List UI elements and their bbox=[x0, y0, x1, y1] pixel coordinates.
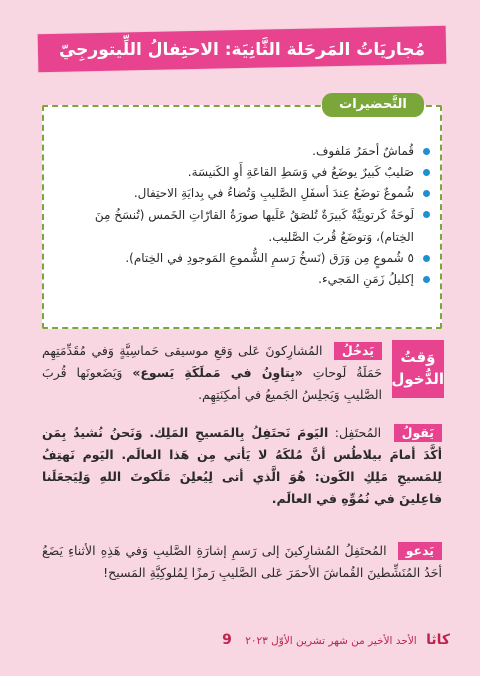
entrance-time-label: وَقتُ الدُّخول bbox=[392, 340, 444, 398]
bullet-icon bbox=[423, 169, 430, 176]
list-item: صَليبٌ كَبيرٌ يوضَعُ في وَسَطِ القاعَةِ أَوِ الكَنيسَة. bbox=[56, 162, 430, 183]
footer bbox=[180, 630, 450, 650]
bullet-icon bbox=[423, 276, 430, 283]
page-title: مُجاريَاتُ المَرحَلة الثَّانِيَة: الاحتِفالُ اللِّيتورجِيّ bbox=[58, 40, 426, 60]
list-item: لَوحَةٌ كَرتونِيَّةٌ كَبيرَةٌ تُلصَقُ عَلَيها صورَةُ القارّاتِ الخَمس (تُنسَخُ مِنَ الخِتام)، وَتوضَعُ قُربَ الصَّليب. bbox=[56, 204, 430, 248]
section-enter: يَدخُلُ المُشارِكونَ عَلى وَقعِ موسيقى حَماسِيَّةٍ وَفي مُقَدِّمَتِهِم حَمَلَةُ لَوحاتِ «بِتاوِنُ في مَملَكَةِ يَسوع» وَيَضَعونَها قُربَ الصَّليبِ وَيَجلِسُ الجَميعُ في أمكِنَتِهِم. bbox=[42, 343, 382, 402]
bullet-icon bbox=[423, 211, 430, 218]
bullet-icon bbox=[423, 148, 430, 155]
section-tag: يَقولُ bbox=[394, 424, 442, 442]
list-item: قُماشٌ أحمَرُ مَلفوف. bbox=[56, 141, 430, 162]
list-item: شُموعٌ توضَعُ عِندَ أسفَلِ الصَّليبِ وَتُضاءُ في بِدايَةِ الاحتِفال. bbox=[56, 183, 430, 204]
list-item: ٥ شُموعٍ مِن وَرَق (نَسخُ رَسمِ الشُّموعِ المَوجودِ في الخِتام). bbox=[56, 248, 430, 269]
section-say: يَقولُ المُحتَفِل: اليَومَ نَحتَفِلُ بِالمَسيحِ المَلِك. وَنَحنُ نُشيدُ بِمَن أكَّدَ أمامَ بيلاطُس أنَّ مُلكَهُ لا يَأتي مِن هَذا العالَم. اليَوم نَهتِفُ لِلمَسيحِ مَلِكِ الكَون: هُوَ الَّذي أتى لِيُعلِنَ مَلَكوتَ اللهِ وَلِيَجعَلَنا فاعِلينَ في نُمُوِّهِ في العالَم. bbox=[42, 425, 442, 506]
section-invite: يَدعو المُحتَفِلُ المُشارِكينَ إلى رَسمِ إشارَةِ الصَّليبِ وَفي هَذِهِ الأثناءِ يَضَعُ أحَدُ المُنَشِّطينَ القُماشَ الأحمَرَ عَلى الصَّليبِ رَمزًا لِمُلوكِيَّةِ المَسيح! bbox=[42, 543, 442, 580]
bullet-icon bbox=[423, 255, 430, 262]
preparations-list bbox=[56, 141, 430, 290]
section-tag: يَدعو bbox=[398, 542, 442, 560]
list-item: إكليلُ زَمَنِ المَجيء. bbox=[56, 269, 430, 290]
brand-logo: كاثا bbox=[426, 632, 450, 648]
section-tag: يَدخُلُ bbox=[334, 342, 382, 360]
footer-date: الأحد الأخير من شهر تشرين الأوّل ٢٠٢٣ bbox=[245, 635, 417, 647]
bullet-icon bbox=[423, 190, 430, 197]
page-number: 9 bbox=[222, 632, 232, 648]
preparations-heading: التَّحضيرات bbox=[322, 93, 424, 117]
